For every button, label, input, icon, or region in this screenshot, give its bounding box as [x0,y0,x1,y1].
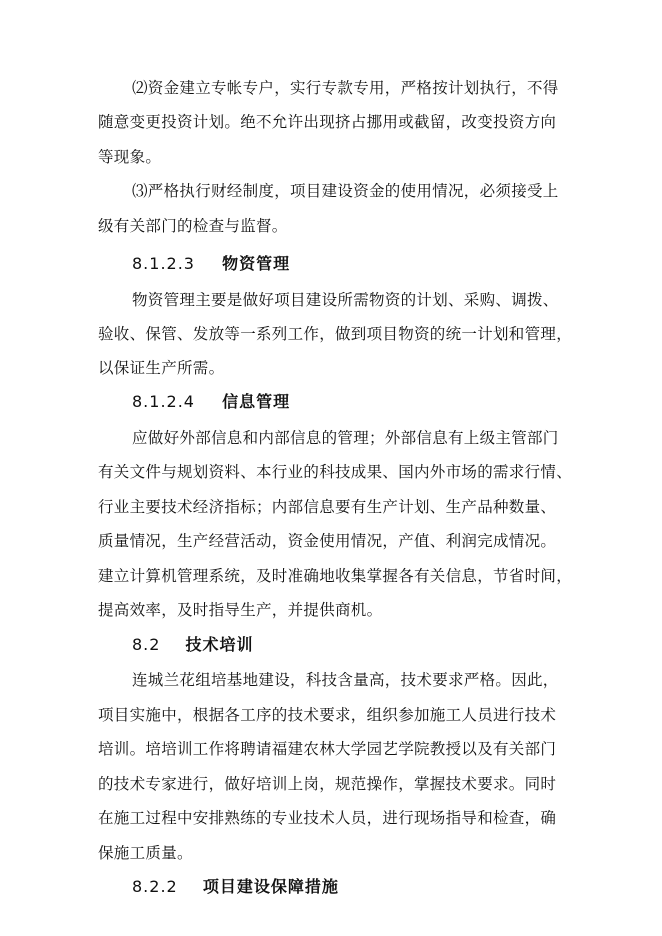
paragraph-line: ⑶严格执行财经制度，项目建设资金的使用情况，必须接受上 [132,182,559,200]
paragraph-line: 在施工过程中安排熟练的专业技术人员，进行现场指导和检查，确 [98,809,557,827]
section-heading [132,253,290,275]
paragraph-line: 验收、保管、发放等一系列工作，做到项目物资的统一计划和管理， [98,325,573,343]
section-heading [132,876,339,898]
paragraph-line: 有关文件与规划资料、本行业的科技成果、国内外市场的需求行情、 [98,463,573,481]
section-title: 技术培训 [185,635,254,654]
paragraph-line: 建立计算机管理系统，及时准确地收集掌握各有关信息，节省时间， [98,567,573,585]
section-number: 8.2 [132,635,161,654]
paragraph-line: 以保证生产所需。 [98,359,225,377]
paragraph-line: 级有关部门的检查与监督。 [98,217,288,235]
paragraph-line: 的技术专家进行，做好培训上岗，规范操作，掌握技术要求。同时 [98,775,557,793]
paragraph-line: ⑵资金建立专帐专户，实行专款专用，严格按计划执行，不得 [132,79,559,97]
section-title: 信息管理 [222,392,291,411]
paragraph-line: 应做好外部信息和内部信息的管理；外部信息有上级主管部门 [132,429,559,447]
paragraph-line: 保施工质量。 [98,844,193,862]
section-number: 8.2.2 [132,877,178,896]
paragraph-line: 质量情况，生产经营活动，资金使用情况，产值、利润完成情况。 [98,532,557,550]
section-number: 8.1.2.3 [132,254,195,273]
paragraph-line: 等现象。 [98,148,162,166]
paragraph-line: 物资管理主要是做好项目建设所需物资的计划、采购、调拨、 [132,291,559,309]
section-heading [132,391,290,413]
paragraph-line: 项目实施中，根据各工序的技术要求，组织参加施工人员进行技术 [98,706,557,724]
paragraph-line: 行业主要技术经济指标；内部信息要有生产计划、生产品种数量、 [98,498,557,516]
section-number: 8.1.2.4 [132,392,195,411]
paragraph-line: 随意变更投资计划。绝不允许出现挤占挪用或截留，改变投资方向 [98,113,557,131]
section-title: 项目建设保障措施 [202,877,339,896]
paragraph-line: 培训。培培训工作将聘请福建农林大学园艺学院教授以及有关部门 [98,740,557,758]
paragraph-line: 提高效率，及时指导生产，并提供商机。 [98,601,383,619]
section-title: 物资管理 [222,254,291,273]
section-heading [132,634,254,656]
paragraph-line: 连城兰花组培基地建设，科技含量高，技术要求严格。因此， [132,671,559,689]
